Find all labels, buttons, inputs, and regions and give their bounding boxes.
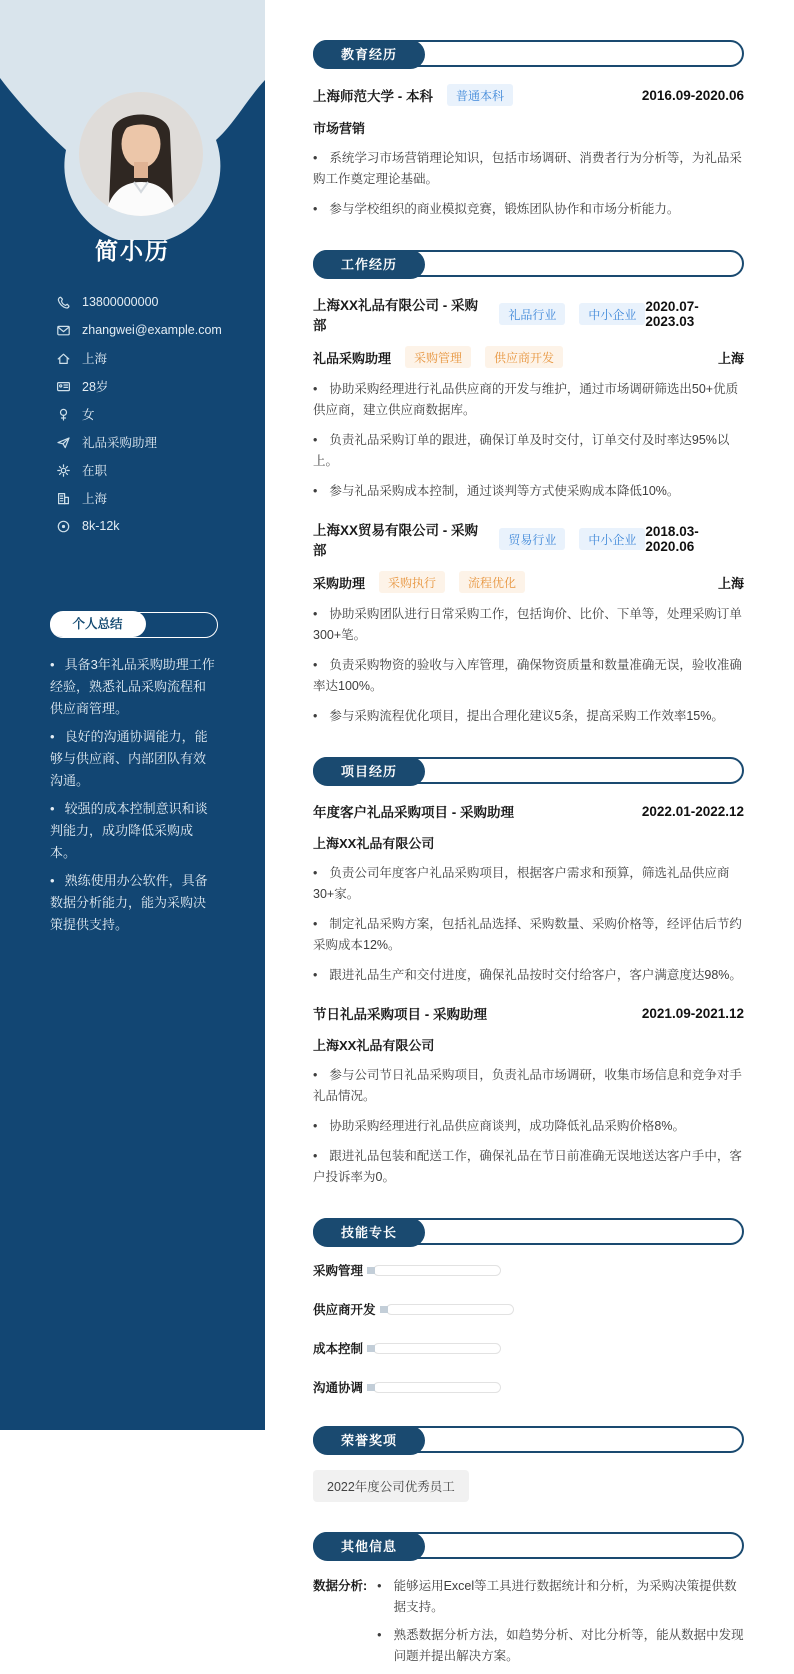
gear-icon xyxy=(56,462,72,478)
contact-city xyxy=(56,344,249,372)
company-name: 上海XX贸易有限公司 - 采购部 xyxy=(313,523,479,558)
section-header-work xyxy=(313,250,744,277)
other-info-bullet xyxy=(373,1625,744,1667)
phone-icon xyxy=(56,294,72,310)
job-sub-row xyxy=(313,571,744,593)
skill-label: 供应商开发 xyxy=(313,1303,376,1317)
position-tag: 采购执行 xyxy=(379,571,445,593)
other-info-row xyxy=(313,1576,744,1674)
contact-list xyxy=(56,288,249,540)
section-header-other xyxy=(313,1532,744,1559)
personal-summary-bullets xyxy=(50,654,218,936)
section-header-skills xyxy=(313,1218,744,1245)
other-info-bullets xyxy=(373,1576,744,1674)
project-company-row xyxy=(313,1035,744,1054)
section-title-education: 教育经历 xyxy=(313,40,425,69)
skill-bar xyxy=(373,1382,501,1393)
other-bullet-text: 熟悉数据分析方法，如趋势分析、对比分析等，能从数据中发现问题并提出解决方案。 xyxy=(393,1628,744,1663)
summary-bullet: • 较强的成本控制意识和谈判能力，成功降低采购成本。 xyxy=(50,798,218,864)
project-company: 上海XX礼品有限公司 xyxy=(313,1038,435,1053)
building-icon xyxy=(56,490,72,506)
summary-bullet: • 具备3年礼品采购助理工作经验，熟悉礼品采购流程和供应商管理。 xyxy=(50,654,218,720)
job-head xyxy=(313,294,744,334)
job-bullet: • 参与采购流程优化项目，提出合理化建议5条，提高采购工作效率15%。 xyxy=(313,706,744,727)
contact-job-title xyxy=(56,428,249,456)
project-bullet: • 参与公司节日礼品采购项目，负责礼品市场调研，收集市场信息和竞争对手礼品情况。 xyxy=(313,1065,744,1107)
contact-company-city-text: 上海 xyxy=(82,492,108,506)
job-position: 礼品采购助理 xyxy=(313,350,392,366)
education-bullet: • 系统学习市场营销理论知识，包括市场调研、消费者行为分析等，为礼品采购工作奠定理论基础。 xyxy=(313,148,744,190)
job-location: 上海 xyxy=(717,575,744,591)
contact-company-city xyxy=(56,484,249,512)
education-entry-head xyxy=(313,84,744,106)
project-head xyxy=(313,1003,744,1023)
position-tag: 供应商开发 xyxy=(485,346,563,368)
skill-bar xyxy=(386,1304,514,1315)
project-bullets xyxy=(313,1065,744,1188)
company-tag: 中小企业 xyxy=(579,303,645,325)
company-tag: 礼品行业 xyxy=(499,303,565,325)
job-head xyxy=(313,519,744,559)
job-bullet: • 负责礼品采购订单的跟进，确保订单及时交付，订单交付及时率达95%以上。 xyxy=(313,430,744,472)
job-sub-row xyxy=(313,346,744,368)
project-bullet: • 制定礼品采购方案，包括礼品选择、采购数量、采购价格等，经评估后节约采购成本12%。 xyxy=(313,914,744,956)
bullet-dot: • xyxy=(377,1628,382,1642)
job-bullet: • 负责采购物资的验收与入库管理，确保物资质量和数量准确无误，验收准确率达100%。 xyxy=(313,655,744,697)
education-tag: 普通本科 xyxy=(447,84,513,106)
honor-badge: 2022年度公司优秀员工 xyxy=(313,1470,469,1502)
contact-age-text: 28岁 xyxy=(82,380,109,394)
other-info-label: 数据分析: xyxy=(313,1579,368,1593)
contact-gender-text: 女 xyxy=(82,408,95,422)
education-date: 2016.09-2020.06 xyxy=(641,87,744,103)
contact-gender xyxy=(56,400,249,428)
skills-list xyxy=(313,1261,744,1396)
bullet-dot: • xyxy=(377,1579,382,1593)
job-bullet: • 协助采购经理进行礼品供应商的开发与维护，通过市场调研筛选出50+优质供应商，建立供应商数据库。 xyxy=(313,379,744,421)
home-icon xyxy=(56,350,72,366)
section-title-skills: 技能专长 xyxy=(313,1218,425,1247)
mail-icon xyxy=(56,322,72,338)
job-location: 上海 xyxy=(717,350,744,366)
other-bullet-text: 能够运用Excel等工具进行数据统计和分析，为采购决策提供数据支持。 xyxy=(393,1579,737,1614)
company-tag: 贸易行业 xyxy=(499,528,565,550)
skill-bar xyxy=(373,1343,501,1354)
contact-city-text: 上海 xyxy=(82,352,108,366)
company-name: 上海XX礼品有限公司 - 采购部 xyxy=(313,298,479,333)
job-position: 采购助理 xyxy=(313,575,366,591)
skill-row xyxy=(313,1339,744,1357)
contact-status xyxy=(56,456,249,484)
skill-bar xyxy=(373,1265,501,1276)
other-info-bullet xyxy=(373,1576,744,1618)
job-bullets xyxy=(313,379,744,502)
education-major-row xyxy=(313,118,744,137)
project-bullet: • 跟进礼品生产和交付进度，确保礼品按时交付给客户，客户满意度达98%。 xyxy=(313,965,744,986)
section-header-projects xyxy=(313,757,744,784)
project-bullet: • 跟进礼品包装和配送工作，确保礼品在节日前准确无误地送达客户手中，客户投诉率为0。 xyxy=(313,1146,744,1188)
position-tag: 流程优化 xyxy=(459,571,525,593)
portrait-placeholder-icon xyxy=(79,92,203,216)
skill-row xyxy=(313,1261,744,1279)
job-date: 2018.03-2020.06 xyxy=(645,524,699,554)
summary-bullet: • 良好的沟通协调能力，能够与供应商、内部团队有效沟通。 xyxy=(50,726,218,792)
project-company: 上海XX礼品有限公司 xyxy=(313,836,435,851)
contact-email-text: zhangwei@example.com xyxy=(82,323,222,337)
contact-status-text: 在职 xyxy=(82,464,108,478)
contact-phone xyxy=(56,288,249,316)
section-title-work: 工作经历 xyxy=(313,250,425,279)
section-header-education xyxy=(313,40,744,67)
project-date: 2022.01-2022.12 xyxy=(641,803,744,819)
project-head xyxy=(313,801,744,821)
project-bullet: • 负责公司年度客户礼品采购项目，根据客户需求和预算，筛选礼品供应商30+家。 xyxy=(313,863,744,905)
project-company-row xyxy=(313,833,744,852)
id-card-icon xyxy=(56,378,72,394)
project-bullets xyxy=(313,863,744,986)
skill-row xyxy=(313,1378,744,1396)
contact-phone-text: 13800000000 xyxy=(82,295,159,309)
job-date: 2020.07-2023.03 xyxy=(645,299,699,329)
section-title-honors: 荣誉奖项 xyxy=(313,1426,425,1455)
skill-row xyxy=(313,1300,744,1318)
school-name: 上海师范大学 - 本科 xyxy=(313,89,433,104)
contact-age xyxy=(56,372,249,400)
job-bullet: • 参与礼品采购成本控制，通过谈判等方式使采购成本降低10%。 xyxy=(313,481,744,502)
contact-salary xyxy=(56,512,249,540)
education-bullets xyxy=(313,148,744,220)
main-content xyxy=(265,0,794,1663)
project-name: 节日礼品采购项目 - 采购助理 xyxy=(313,1007,487,1022)
summary-bullet: • 熟练使用办公软件，具备数据分析能力，能为采购决策提供支持。 xyxy=(50,870,218,936)
company-tag: 中小企业 xyxy=(579,528,645,550)
skill-label: 沟通协调 xyxy=(313,1381,364,1395)
major-name: 市场营销 xyxy=(313,121,366,136)
personal-summary-section xyxy=(50,612,218,942)
job-bullets xyxy=(313,604,744,727)
sidebar xyxy=(0,0,265,1430)
candidate-name: 简小历 xyxy=(95,238,170,264)
avatar xyxy=(79,92,203,216)
contact-email xyxy=(56,316,249,344)
skill-label: 成本控制 xyxy=(313,1342,364,1356)
section-header-honors xyxy=(313,1426,744,1453)
section-title-projects: 项目经历 xyxy=(313,757,425,786)
project-bullet: • 协助采购经理进行礼品供应商谈判，成功降低礼品采购价格8%。 xyxy=(313,1116,744,1137)
education-bullet: • 参与学校组织的商业模拟竞赛，锻炼团队协作和市场分析能力。 xyxy=(313,199,744,220)
job-bullet: • 协助采购团队进行日常采购工作，包括询价、比价、下单等，处理采购订单300+笔。 xyxy=(313,604,744,646)
project-date: 2021.09-2021.12 xyxy=(641,1005,744,1021)
contact-job-title-text: 礼品采购助理 xyxy=(82,436,158,450)
skill-label: 采购管理 xyxy=(313,1264,364,1278)
target-icon xyxy=(56,518,72,534)
section-title-other: 其他信息 xyxy=(313,1532,425,1561)
personal-summary-header xyxy=(50,612,218,638)
contact-salary-text: 8k-12k xyxy=(82,519,120,533)
personal-summary-title: 个人总结 xyxy=(50,611,146,637)
project-name: 年度客户礼品采购项目 - 采购助理 xyxy=(313,805,514,820)
position-tag: 采购管理 xyxy=(405,346,471,368)
gender-icon xyxy=(56,406,72,422)
paper-plane-icon xyxy=(56,434,72,450)
